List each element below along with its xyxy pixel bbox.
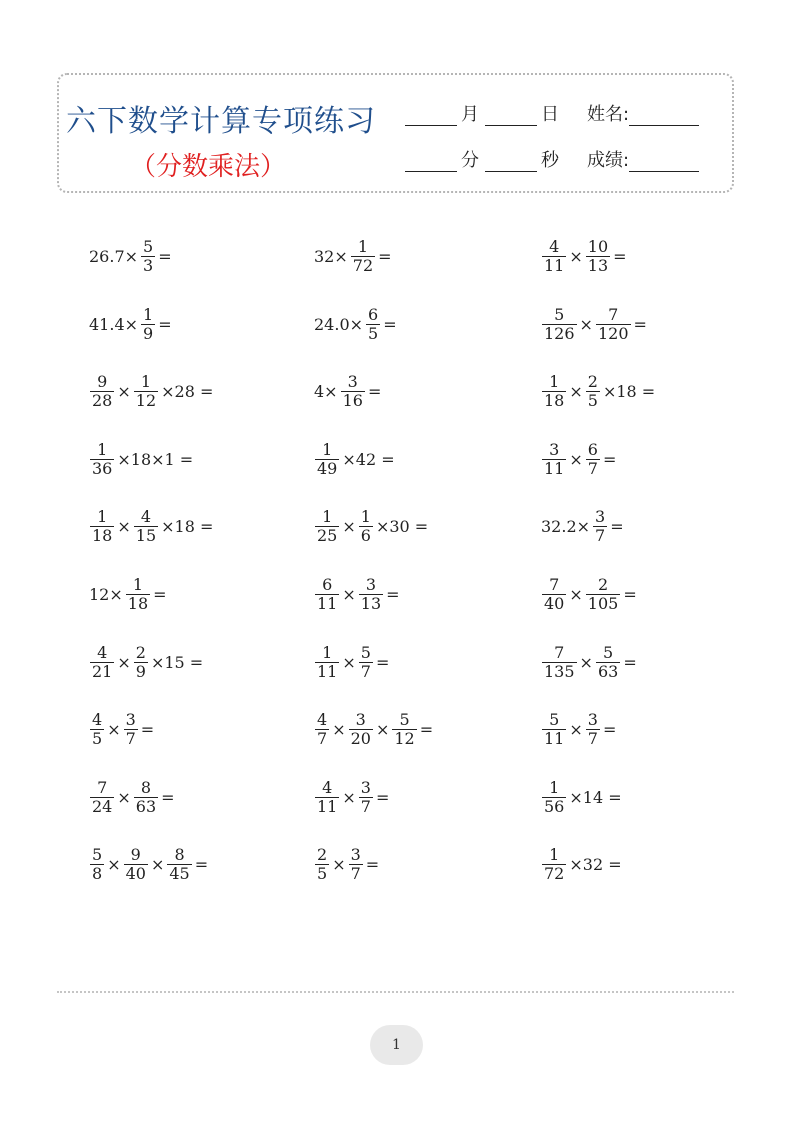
problem-2-3 (540, 299, 648, 349)
fraction-numerator: 3 (125, 709, 136, 729)
problem-4-1 (88, 434, 194, 484)
expression-text: = (365, 854, 380, 874)
problem-3-1 (88, 366, 214, 416)
expression-text: ×28 = (161, 381, 214, 401)
expression-text: × (117, 381, 131, 401)
fraction (542, 238, 566, 275)
fraction-denominator: 7 (360, 796, 371, 816)
fraction-denominator: 9 (143, 323, 154, 343)
fraction (167, 846, 191, 883)
fraction-numerator: 1 (549, 844, 560, 864)
fraction-denominator: 11 (317, 796, 338, 816)
expression-text: 32.2× (541, 516, 591, 536)
expression-text: = (602, 719, 617, 739)
expression-text: = (158, 314, 172, 334)
problem-1-3 (540, 231, 628, 281)
fraction-numerator: 5 (549, 709, 560, 729)
fraction (134, 508, 158, 545)
problem-4-3 (540, 434, 617, 484)
expression-text: = (623, 584, 637, 604)
fraction-denominator: 28 (92, 390, 113, 410)
fraction (586, 441, 600, 478)
fraction (124, 846, 148, 883)
problem-10-2 (313, 839, 380, 889)
fraction-numerator: 4 (317, 709, 328, 729)
fraction (126, 576, 150, 613)
problem-7-3 (540, 637, 638, 687)
fraction-numerator: 5 (554, 304, 565, 324)
expression-text: = (158, 246, 172, 266)
fraction (341, 373, 365, 410)
fraction (359, 644, 373, 681)
fraction-numerator: 3 (549, 439, 560, 459)
fraction (359, 508, 373, 545)
problem-10-1 (88, 839, 209, 889)
fraction-numerator: 1 (322, 642, 333, 662)
fraction (359, 779, 373, 816)
minute-label: 分 (461, 150, 479, 171)
fraction-denominator: 12 (135, 390, 157, 410)
fraction-numerator: 1 (357, 236, 369, 256)
fraction-denominator: 7 (125, 728, 136, 748)
fraction-denominator: 9 (135, 661, 146, 681)
fraction (351, 238, 375, 275)
expression-text: = (386, 584, 400, 604)
fraction (359, 576, 383, 613)
fraction-numerator: 1 (143, 304, 154, 324)
fraction-denominator: 135 (544, 661, 575, 681)
expression-text: × (569, 449, 583, 469)
fraction-numerator: 4 (97, 642, 108, 662)
expression-text: ×42 = (342, 449, 395, 469)
expression-text: × (107, 854, 121, 874)
expression-text: ×18×1 = (117, 449, 194, 469)
fraction-numerator: 2 (597, 574, 609, 594)
fraction (315, 779, 339, 816)
problem-5-1 (88, 501, 214, 551)
problem-8-1 (88, 704, 155, 754)
problem-2-2 (313, 299, 398, 349)
fraction-denominator: 126 (544, 323, 575, 343)
expression-text: ×14 = (569, 787, 622, 807)
second-blank[interactable] (485, 153, 537, 172)
fraction-numerator: 5 (399, 709, 410, 729)
fraction-denominator: 12 (394, 728, 415, 748)
fraction-numerator: 1 (140, 371, 152, 391)
fraction-numerator: 5 (360, 642, 371, 662)
fraction-denominator: 25 (317, 525, 338, 545)
expression-text: 24.0× (314, 314, 364, 334)
fraction (593, 508, 607, 545)
fraction (141, 238, 155, 275)
problem-9-2 (313, 772, 390, 822)
time-score-row (405, 146, 699, 172)
fraction-denominator: 56 (544, 796, 565, 816)
fraction-numerator: 1 (360, 506, 371, 526)
fraction-denominator: 7 (587, 458, 598, 478)
expression-text: × (569, 719, 583, 739)
worksheet-title: 六下数学计算专项练习 (66, 104, 376, 139)
fraction-numerator: 1 (549, 371, 560, 391)
problem-8-2 (313, 704, 434, 754)
fraction-numerator: 6 (322, 574, 333, 594)
fraction (586, 576, 621, 613)
expression-text: ×18 = (602, 381, 656, 401)
fraction-numerator: 3 (350, 844, 361, 864)
expression-text: × (332, 719, 346, 739)
problem-6-2 (313, 569, 401, 619)
fraction (315, 644, 339, 681)
fraction (596, 644, 620, 681)
expression-text: 41.4× (89, 314, 139, 334)
problem-3-3 (540, 366, 656, 416)
fraction-denominator: 18 (127, 593, 149, 613)
fraction-numerator: 3 (355, 709, 366, 729)
expression-text: × (342, 652, 356, 672)
expression-text: × (150, 854, 165, 874)
expression-text: ×15 = (150, 652, 204, 672)
fraction-numerator: 6 (368, 304, 379, 324)
fraction-denominator: 5 (368, 323, 379, 343)
expression-text: × (375, 719, 390, 739)
expression-text: × (569, 246, 583, 266)
expression-text: = (161, 787, 175, 807)
expression-text: × (117, 787, 131, 807)
fraction-denominator: 5 (317, 863, 328, 883)
expression-text: = (194, 854, 209, 874)
fraction (134, 644, 148, 681)
fraction-denominator: 120 (597, 323, 629, 343)
expression-text: × (342, 584, 356, 604)
expression-text: 32× (314, 246, 348, 266)
fraction-denominator: 16 (342, 390, 363, 410)
fraction-numerator: 5 (603, 642, 614, 662)
fraction-denominator: 24 (92, 796, 113, 816)
fraction-denominator: 11 (544, 728, 565, 748)
fraction (134, 373, 158, 410)
second-label: 秒 (541, 150, 559, 171)
fraction (596, 306, 631, 343)
fraction-numerator: 3 (365, 574, 377, 594)
fraction (392, 711, 416, 748)
fraction (90, 373, 114, 410)
fraction (542, 576, 566, 613)
fraction-numerator: 4 (92, 709, 103, 729)
fraction-denominator: 11 (317, 661, 338, 681)
fraction-numerator: 7 (549, 574, 560, 594)
fraction-denominator: 7 (360, 661, 371, 681)
fraction-denominator: 11 (544, 458, 565, 478)
expression-text: = (633, 314, 647, 334)
expression-text: × (332, 854, 346, 874)
fraction (542, 711, 566, 748)
fraction-denominator: 63 (597, 661, 619, 681)
fraction-numerator: 4 (140, 506, 152, 526)
problem-5-3 (540, 501, 625, 551)
fraction (90, 779, 114, 816)
expression-text: × (107, 719, 121, 739)
fraction-numerator: 1 (97, 439, 108, 459)
fraction-numerator: 4 (549, 236, 560, 256)
fraction-numerator: 7 (608, 304, 619, 324)
fraction (90, 508, 114, 545)
fraction (90, 644, 114, 681)
expression-text: 4× (314, 381, 338, 401)
day-blank[interactable] (485, 107, 537, 126)
score-blank[interactable] (629, 153, 699, 172)
fraction-denominator: 11 (544, 255, 565, 275)
expression-text: = (419, 719, 434, 739)
fraction (542, 306, 577, 343)
problem-8-3 (540, 704, 617, 754)
date-name-row (405, 100, 699, 126)
fraction-numerator: 2 (317, 844, 328, 864)
fraction-denominator: 40 (125, 863, 146, 883)
problem-4-2 (313, 434, 396, 484)
fraction-denominator: 36 (92, 458, 113, 478)
fraction (586, 373, 600, 410)
fraction-denominator: 18 (544, 390, 565, 410)
fraction-numerator: 5 (92, 844, 103, 864)
expression-text: = (153, 584, 167, 604)
fraction-numerator: 3 (360, 777, 371, 797)
problem-1-2 (313, 231, 393, 281)
expression-text: × (342, 787, 356, 807)
expression-text: = (367, 381, 382, 401)
fraction-denominator: 20 (350, 728, 371, 748)
fraction-denominator: 72 (544, 863, 565, 883)
expression-text: = (623, 652, 637, 672)
minute-blank[interactable] (405, 153, 457, 172)
fraction-denominator: 11 (317, 593, 338, 613)
problem-2-1 (88, 299, 173, 349)
expression-text: = (378, 246, 392, 266)
fraction-numerator: 7 (554, 642, 565, 662)
expression-text: × (117, 652, 131, 672)
expression-text: = (375, 652, 390, 672)
fraction-numerator: 9 (130, 844, 141, 864)
fraction-numerator: 9 (97, 371, 108, 391)
expression-text: × (579, 314, 593, 334)
fraction-denominator: 15 (135, 525, 157, 545)
expression-text: = (140, 719, 155, 739)
page-number: 1 (370, 1025, 423, 1065)
fraction-denominator: 13 (587, 255, 609, 275)
fraction (542, 373, 566, 410)
expression-text: = (602, 449, 617, 469)
month-blank[interactable] (405, 107, 457, 126)
fraction (134, 779, 158, 816)
fraction (542, 779, 566, 816)
expression-text: × (569, 381, 583, 401)
fraction-numerator: 6 (587, 439, 598, 459)
fraction-numerator: 3 (347, 371, 358, 391)
fraction-denominator: 18 (92, 525, 113, 545)
fraction-numerator: 10 (587, 236, 609, 256)
fraction-numerator: 3 (587, 709, 598, 729)
score-label: 成绩: (587, 150, 630, 171)
fraction-denominator: 63 (135, 796, 157, 816)
fraction (586, 238, 610, 275)
name-label: 姓名: (587, 104, 630, 125)
fraction-numerator: 8 (140, 777, 152, 797)
fraction (542, 644, 577, 681)
day-label: 日 (541, 104, 559, 125)
expression-text: × (342, 516, 356, 536)
fraction (90, 846, 104, 883)
fraction-numerator: 1 (322, 439, 333, 459)
fraction-denominator: 7 (595, 525, 606, 545)
problem-10-3 (540, 839, 623, 889)
problem-1-1 (88, 231, 173, 281)
fraction-denominator: 5 (587, 390, 598, 410)
expression-text: ×30 = (375, 516, 429, 536)
problem-6-3 (540, 569, 638, 619)
fraction-denominator: 21 (92, 661, 113, 681)
fraction (315, 711, 329, 748)
expression-text: × (579, 652, 593, 672)
fraction-numerator: 1 (322, 506, 333, 526)
fraction (124, 711, 138, 748)
fraction-denominator: 7 (317, 728, 328, 748)
expression-text: = (375, 787, 390, 807)
footer-divider (57, 991, 734, 993)
fraction-denominator: 105 (587, 593, 619, 613)
fraction (315, 576, 339, 613)
expression-text: = (383, 314, 397, 334)
fraction-numerator: 1 (549, 777, 560, 797)
month-label: 月 (461, 104, 479, 125)
fraction-denominator: 49 (317, 458, 338, 478)
expression-text: = (613, 246, 627, 266)
expression-text: ×32 = (569, 854, 622, 874)
fraction (542, 846, 566, 883)
fraction (366, 306, 380, 343)
fraction-denominator: 5 (92, 728, 103, 748)
fraction-numerator: 1 (132, 574, 144, 594)
fraction (586, 711, 600, 748)
fraction-denominator: 7 (350, 863, 361, 883)
fraction-numerator: 2 (135, 642, 146, 662)
problem-7-1 (88, 637, 204, 687)
fraction (315, 441, 339, 478)
fraction-denominator: 7 (587, 728, 598, 748)
fraction (141, 306, 155, 343)
expression-text: × (117, 516, 131, 536)
fraction-denominator: 72 (352, 255, 374, 275)
expression-text: × (569, 584, 583, 604)
fraction-numerator: 3 (595, 506, 606, 526)
expression-text: 26.7× (89, 246, 139, 266)
fraction-numerator: 7 (97, 777, 108, 797)
fraction (349, 711, 373, 748)
expression-text: ×18 = (161, 516, 214, 536)
fraction-denominator: 6 (360, 525, 371, 545)
expression-text: 12× (89, 584, 123, 604)
fraction-denominator: 45 (169, 863, 190, 883)
fraction-numerator: 1 (97, 506, 108, 526)
fraction-numerator: 4 (322, 777, 333, 797)
fraction (315, 508, 339, 545)
problem-6-1 (88, 569, 168, 619)
fraction-numerator: 5 (143, 236, 154, 256)
problem-3-2 (313, 366, 382, 416)
fraction-numerator: 2 (587, 371, 598, 391)
fraction-denominator: 8 (92, 863, 103, 883)
problem-9-3 (540, 772, 623, 822)
fraction-denominator: 13 (360, 593, 382, 613)
fraction-numerator: 8 (174, 844, 185, 864)
problem-7-2 (313, 637, 390, 687)
expression-text: = (610, 516, 624, 536)
problem-9-1 (88, 772, 176, 822)
fraction-denominator: 40 (544, 593, 565, 613)
fraction (349, 846, 363, 883)
fraction-denominator: 3 (143, 255, 154, 275)
fraction (315, 846, 329, 883)
worksheet-subtitle: （分数乘法） (130, 152, 287, 182)
fraction (542, 441, 566, 478)
name-blank[interactable] (629, 107, 699, 126)
fraction (90, 711, 104, 748)
problem-5-2 (313, 501, 429, 551)
fraction (90, 441, 114, 478)
